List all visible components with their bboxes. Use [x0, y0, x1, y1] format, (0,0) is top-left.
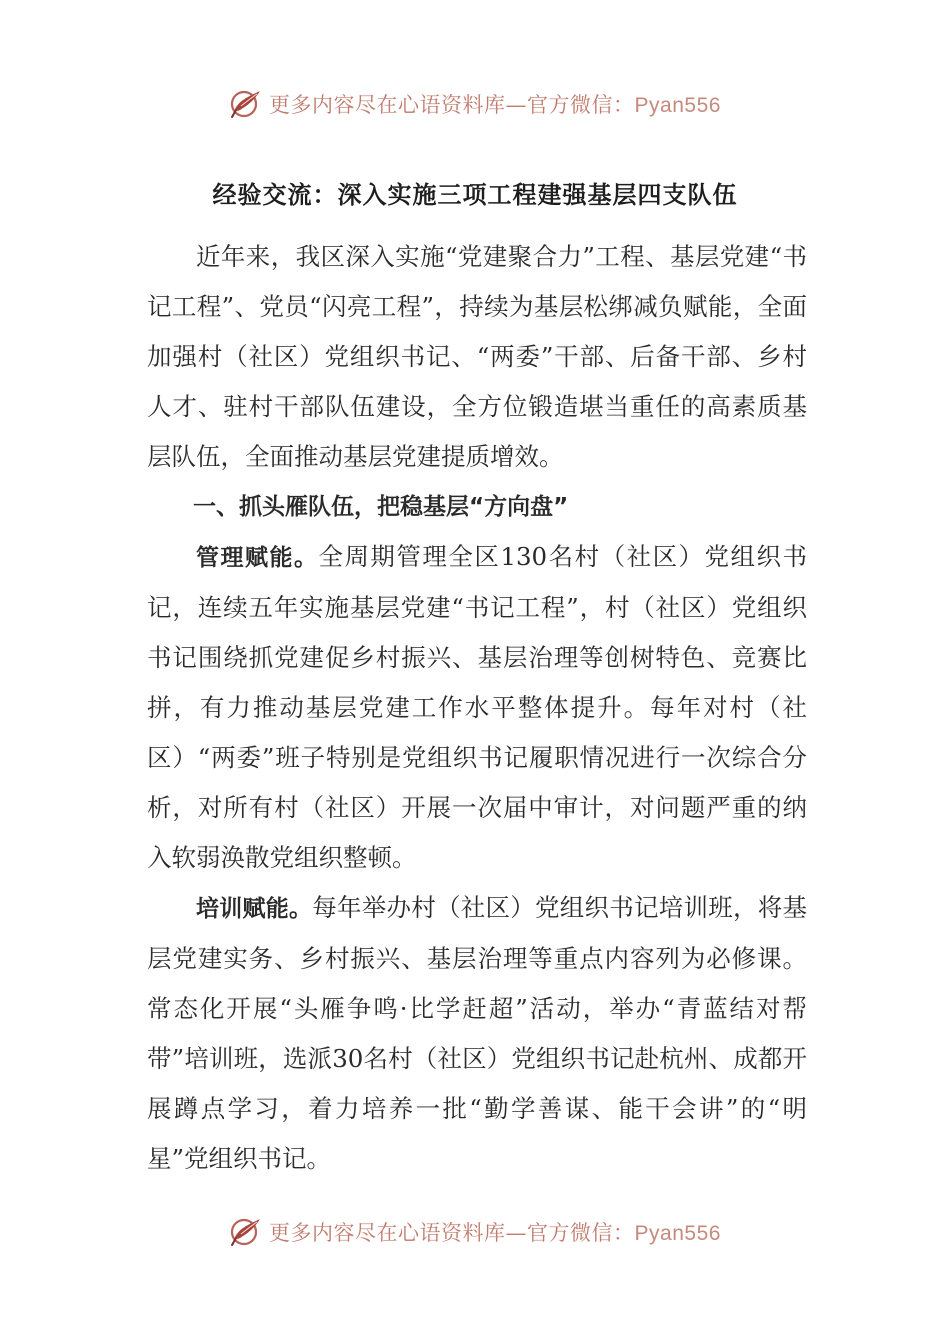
header-watermark-banner [0, 84, 950, 124]
intro-paragraph: 近年来，我区深入实施“党建聚合力”工程、基层党建“书记工程”、党员“闪亮工程”，持续为基层松绑减负赋能，全面加强村（社区）党组织书记、“两委”干部、后备干部、乡村人才、驻村干部队伍建设，全方位锻造堪当重任的高素质基层队伍，全面推动基层党建提质增效。 [147, 242, 807, 471]
footer-watermark-banner [0, 1212, 950, 1252]
paragraph-lead: 培训赋能。 [196, 896, 313, 922]
paragraph-training [147, 883, 807, 1184]
paragraph-text: 全周期管理全区130名村（社区）党组织书记，连续五年实施基层党建“书记工程”，村（社区）党组织书记围绕抓党建促乡村振兴、基层治理等创树特色、竞赛比拼，有力推动基层党建工作水平整体提升。每年对村（社区）“两委”班子特别是党组织书记履职情况进行一次综合分析，对所有村（社区）开展一次届中审计，对问题严重的纳入软弱涣散党组织整顿。 [147, 542, 808, 872]
document-body [147, 232, 807, 1184]
watermark-text: 更多内容尽在心语资料库—官方微信：Pyan556 [269, 1221, 721, 1245]
paragraph-management [147, 532, 807, 883]
section-heading: 一、抓头雁队伍，把稳基层“方向盘” [193, 494, 569, 520]
paragraph-text: 每年举办村（社区）党组织书记培训班，将基层党建实务、乡村振兴、基层治理等重点内容列为必修课。常态化开展“头雁争鸣·比学赶超”活动，举办“青蓝结对帮带”培训班，选派30名村（社区）党组织书记赴杭州、成都开展蹲点学习，着力培养一批“勤学善谋、能干会讲”的“明星”党组织书记。 [147, 893, 807, 1173]
document-title: 经验交流：深入实施三项工程建强基层四支队伍 [212, 181, 738, 209]
paragraph-lead: 管理赋能。 [196, 545, 319, 571]
quill-pen-logo-icon [229, 1215, 263, 1249]
watermark-text: 更多内容尽在心语资料库—官方微信：Pyan556 [269, 93, 721, 117]
quill-pen-logo-icon [229, 87, 263, 121]
